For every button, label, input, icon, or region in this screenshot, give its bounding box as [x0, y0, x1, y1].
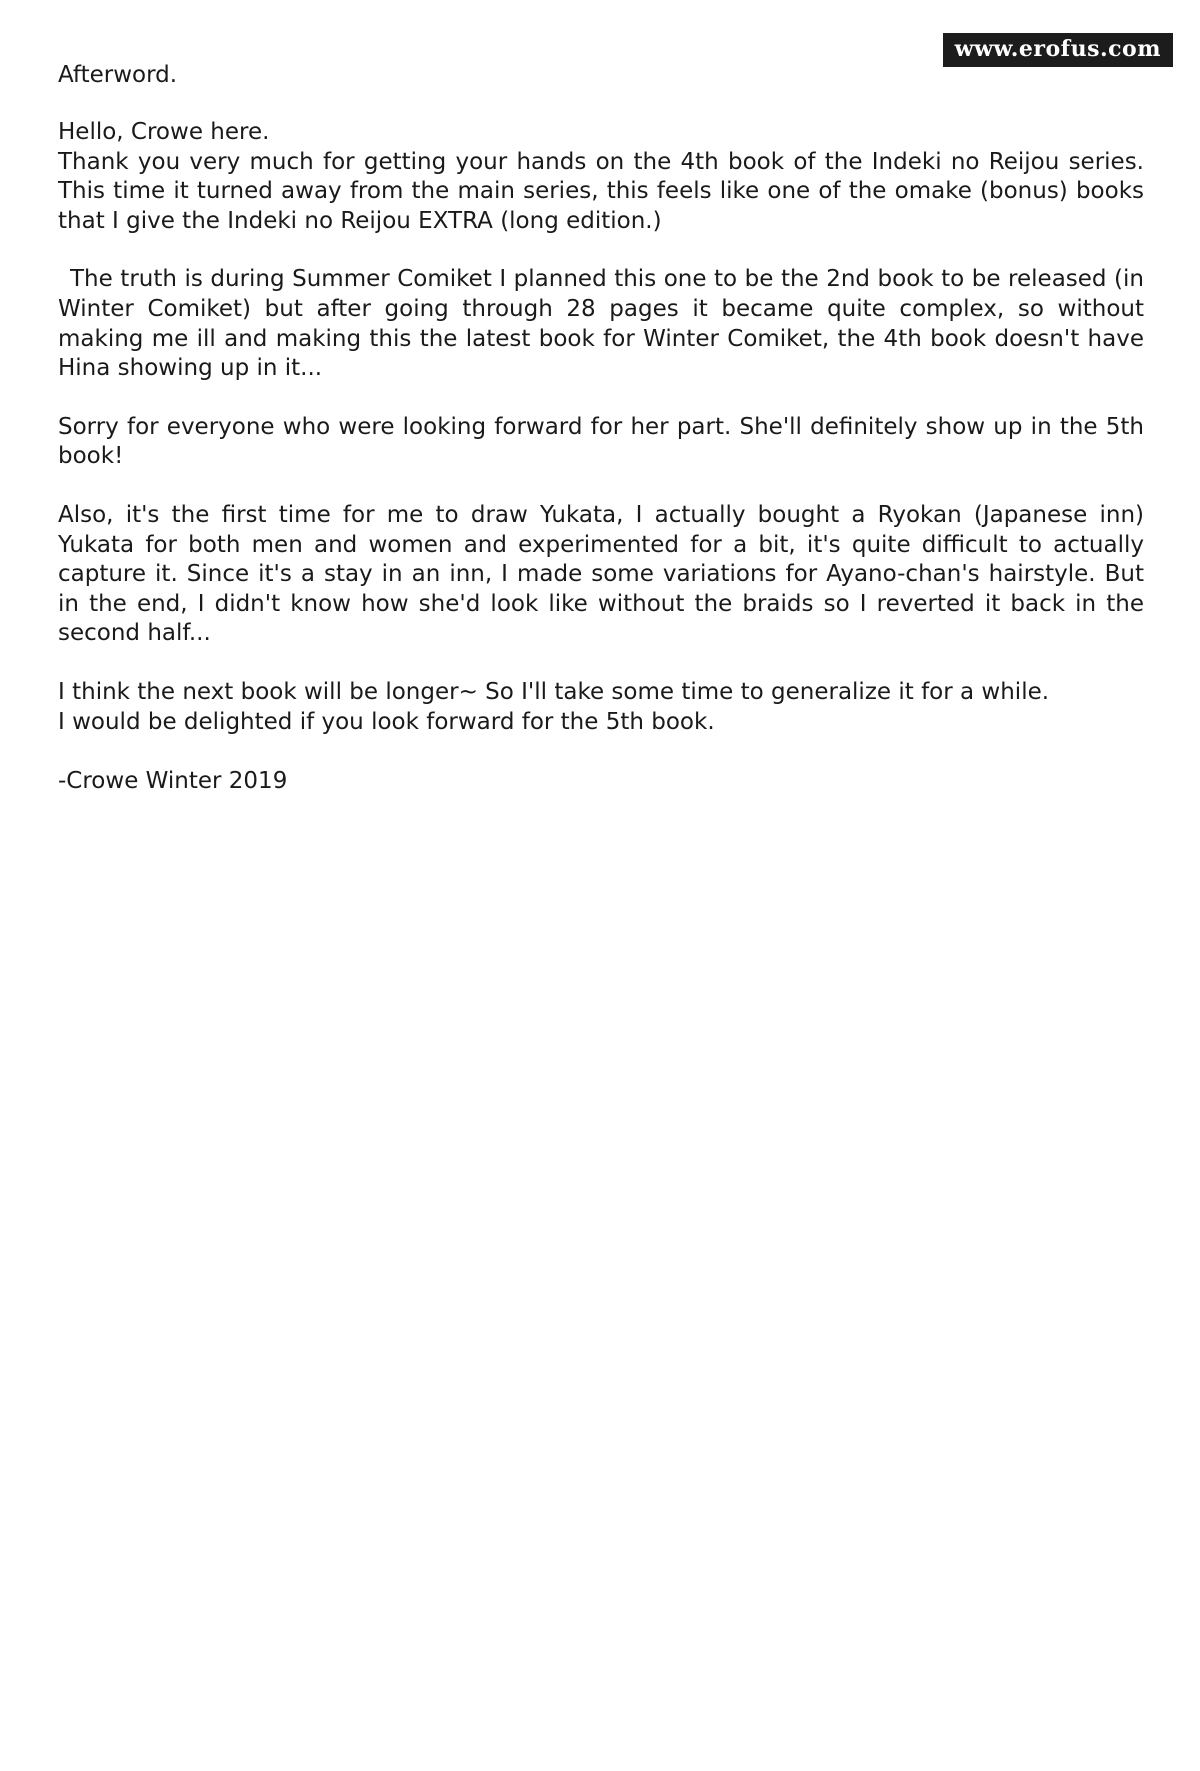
paragraph-1: Thank you very much for getting your hands on the 4th book of the Indeki no Reijou series. This time it turned away from the main series, this feels like one of the omake (bonus) books that I give the Indeki no Reijou EXTRA (long edition.) [58, 148, 1144, 234]
paragraph-5-line-1: I think the next book will be longer~ So I'll take some time to generalize it for a while. [58, 678, 1050, 705]
paragraph-4: Also, it's the first time for me to draw Yukata, I actually bought a Ryokan (Japanese inn) Yukata for both men and women and experimented for a bit, it's quite difficult to actually capture it. Since it's a stay in an inn, I made some variations for Ayano-chan's hairstyle. But in the end, I didn't know how she'd look like without the braids so I reverted it back in the second half... [58, 501, 1144, 647]
greeting: Hello, Crowe here. [58, 119, 270, 145]
afterword-page [58, 60, 1144, 796]
watermark: www.erofus.com [943, 33, 1173, 67]
paragraph-5-line-2: I would be delighted if you look forward for the 5th book. [58, 708, 715, 735]
afterword-heading: Afterword. [58, 62, 178, 88]
paragraph-2: The truth is during Summer Comiket I planned this one to be the 2nd book to be released (in Winter Comiket) but after going through 28 pages it became quite complex, so without making me ill and making this the latest book for Winter Comiket, the 4th book doesn't have Hina showing up in it... [58, 266, 1144, 382]
signature: -Crowe Winter 2019 [58, 768, 288, 795]
paragraph-3: Sorry for everyone who were looking forward for her part. She'll definitely show up in the 5th book! [58, 413, 1144, 470]
